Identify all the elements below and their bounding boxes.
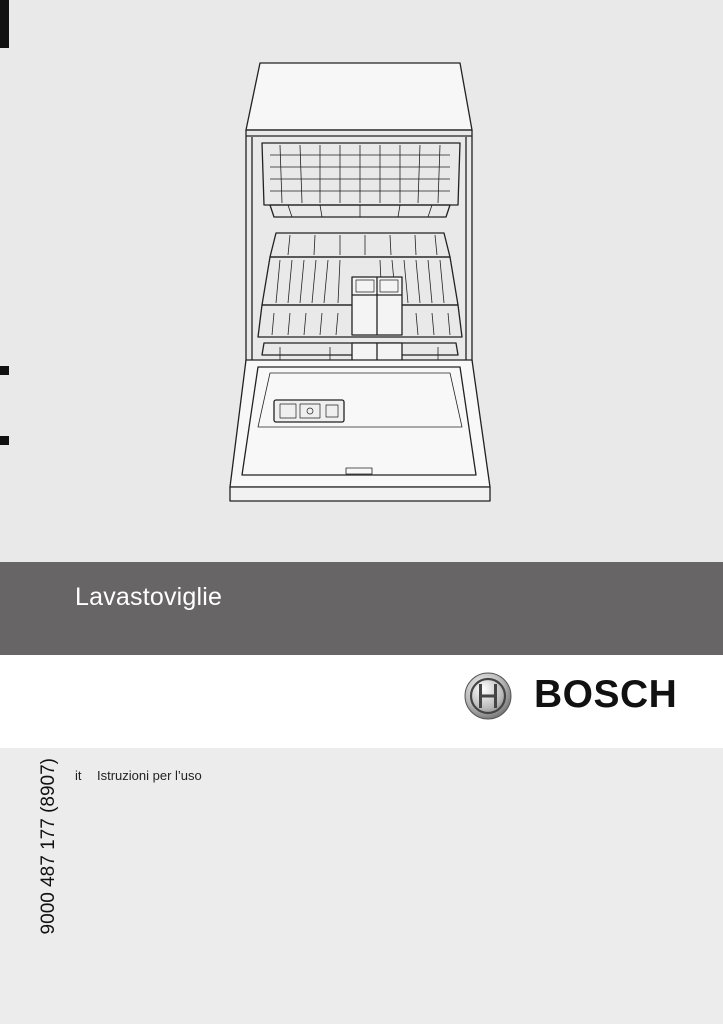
instructions-label: Istruzioni per l’uso (97, 768, 202, 783)
language-code: it (75, 768, 82, 783)
part-number: 9000 487 177 (8907) (38, 758, 59, 935)
crop-mark-middle (0, 366, 9, 375)
product-title: Lavastoviglie (75, 583, 223, 611)
dishwasher-illustration (200, 55, 520, 515)
crop-mark-lower (0, 436, 9, 445)
bosch-armature-icon (463, 671, 513, 721)
brand-logo-text: BOSCH (534, 673, 678, 716)
document-info-area (0, 748, 723, 1024)
crop-mark-top (0, 0, 9, 48)
